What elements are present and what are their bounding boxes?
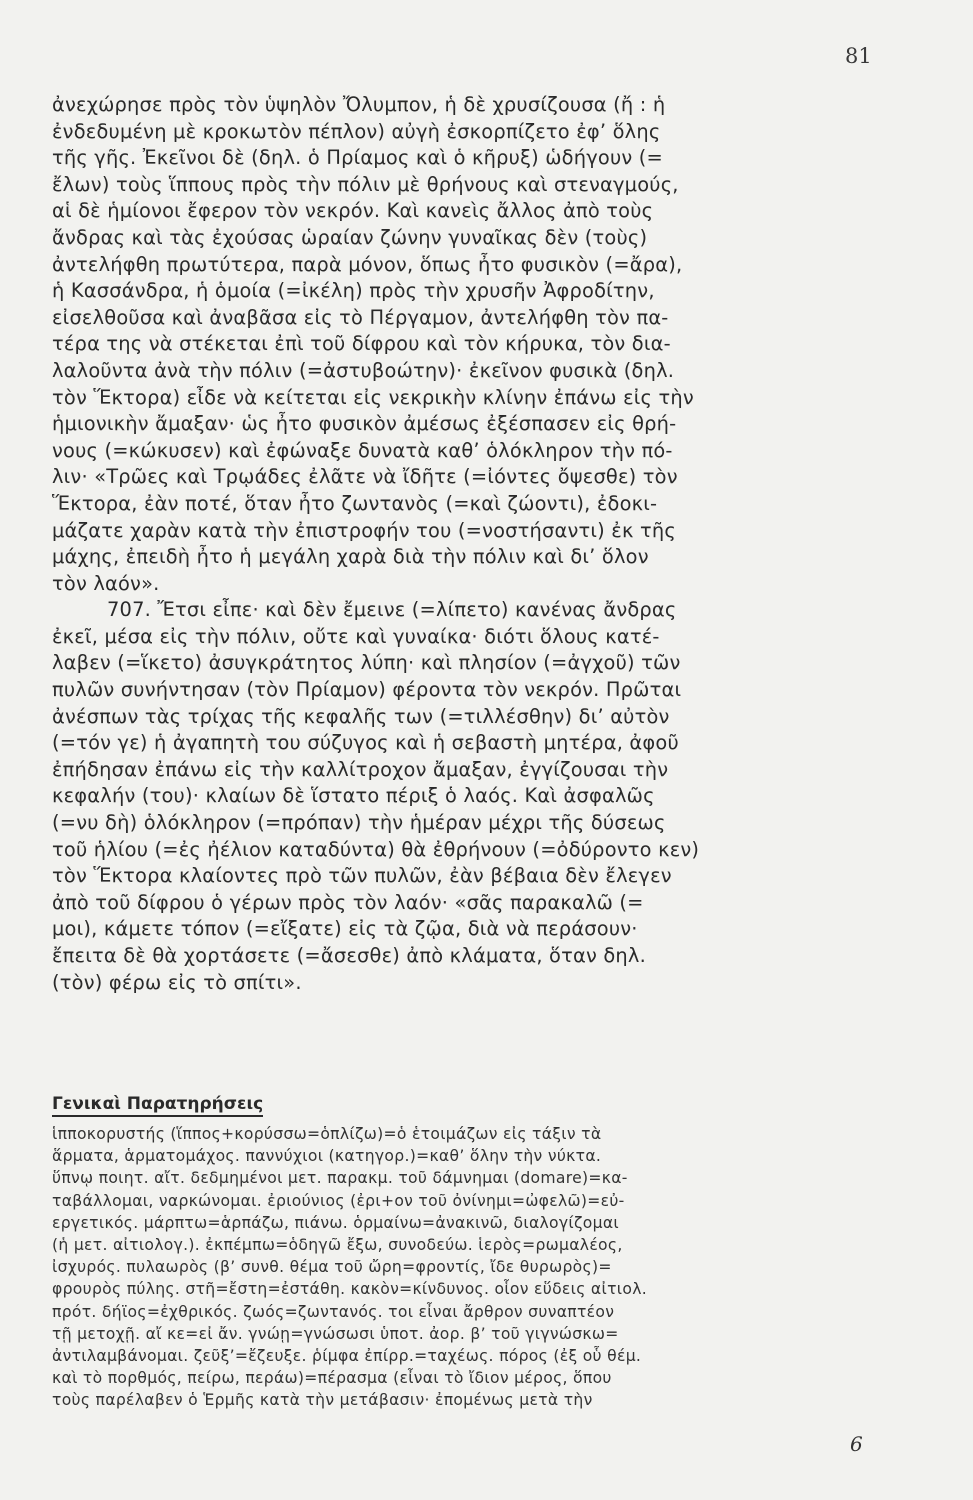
- note-line: (ἡ μετ. αἰτιολογ.). ἐκπέμπω=ὁδηγῶ ἔξω, συνοδεύω. ἱερὸς=ρωμαλέος,: [52, 1236, 623, 1255]
- note-line: ἅρματα, ἁρματομάχος. παννύχιοι (κατηγορ.)=καθ’ ὅλην τὴν νύκτα.: [52, 1147, 602, 1166]
- text-line: ἐπήδησαν ἐπάνω εἰς τὴν καλλίτροχον ἄμαξαν, ἐγγίζουσαι τὴν: [52, 757, 669, 781]
- text-line: ἡμιονικὴν ἄμαξαν· ὡς ἦτο φυσικὸν ἀμέσως ἐξέσπασεν εἰς θρή-: [52, 412, 677, 436]
- note-line: καὶ τὸ πορθμός, πείρω, περάω)=πέρασμα (εἶναι τὸ ἴδιον μέρος, ὅπου: [52, 1369, 612, 1388]
- main-text: [52, 92, 894, 996]
- text-line: ἀπὸ τοῦ δίφρου ὁ γέρων πρὸς τὸν λαόν· «σᾶς παρακαλῶ (=: [52, 890, 644, 914]
- text-line: ἐνδεδυμένη μὲ κροκωτὸν πέπλον) αὐγὴ ἐσκορπίζετο ἐφ’ ὅλης: [52, 119, 661, 143]
- text-line: τοῦ ἡλίου (=ἐς ἠέλιον καταδύντα) θὰ ἐθρήνουν (=ὀδύροντο κεν): [52, 837, 700, 861]
- text-line: τὸν Ἕκτορα κλαίοντες πρὸ τῶν πυλῶν, ἐὰν βέβαια δὲν ἔλεγεν: [52, 864, 672, 888]
- text-line: μάζατε χαρὰν κατὰ τὴν ἐπιστροφήν του (=νοστήσαντι) ἐκ τῆς: [52, 518, 676, 542]
- text-line: νους (=κώκυσεν) καὶ ἐφώναξε δυνατὰ καθ’ ὁλόκληρον τὴν πό-: [52, 438, 673, 462]
- note-line: φρουρὸς πύλης. στῆ=ἔστη=ἐστάθη. κακὸν=κίνδυνος. οἷον εὕδεις αἰτιολ.: [52, 1280, 647, 1299]
- note-line: τοὺς παρέλαβεν ὁ Ἑρμῆς κατὰ τὴν μετάβασιν· ἐπομένως μετὰ τὴν: [52, 1391, 593, 1410]
- text-line: λαβεν (=ἵκετο) ἀσυγκράτητος λύπη· καὶ πλησίον (=ἀγχοῦ) τῶν: [52, 651, 681, 675]
- text-line: (τὸν) φέρω εἰς τὸ σπίτι».: [52, 970, 302, 994]
- text-line: κεφαλήν (του)· κλαίων δὲ ἵστατο πέριξ ὁ λαός. Καὶ ἀσφαλῶς: [52, 784, 655, 808]
- text-line: αἱ δὲ ἡμίονοι ἔφερον τὸν νεκρόν. Καὶ κανεὶς ἄλλος ἀπὸ τοὺς: [52, 199, 654, 223]
- text-line: τὸν Ἕκτορα) εἶδε νὰ κείτεται εἰς νεκρικὴν κλίνην ἐπάνω εἰς τὴν: [52, 385, 694, 409]
- text-line: ἔλων) τοὺς ἵππους πρὸς τὴν πόλιν μὲ θρήνους καὶ στεναγμούς,: [52, 172, 679, 196]
- note-line: τῇ μετοχῇ. αἴ κε=εἰ ἄν. γνώῃ=γνώσωσι ὑποτ. ἀορ. β’ τοῦ γιγνώσκω=: [52, 1324, 619, 1343]
- note-line: πρότ. δήϊος=ἐχθρικός. ζωός=ζωντανός. τοι εἶναι ἄρθρον συναπτέον: [52, 1302, 615, 1321]
- text-line: ἄνδρας καὶ τὰς ἐχούσας ὡραίαν ζώνην γυναῖκας δὲν (τοὺς): [52, 225, 648, 249]
- text-line: ἐκεῖ, μέσα εἰς τὴν πόλιν, οὔτε καὶ γυναίκα· διότι ὅλους κατέ-: [52, 624, 660, 648]
- page-number: 81: [845, 44, 872, 68]
- note-line: εργετικός. μάρπτω=ἁρπάζω, πιάνω. ὁρμαίνω=ἀνακινῶ, διαλογίζομαι: [52, 1213, 620, 1232]
- text-line: λαλοῦντα ἀνὰ τὴν πόλιν (=ἀστυβοώτην)· ἐκεῖνον φυσικὰ (δηλ.: [52, 358, 675, 382]
- note-line: ταβάλλομαι, ναρκώνομαι. ἐριούνιος (ἐρι+ον τοῦ ὀνίνημι=ὠφελῶ)=εὐ-: [52, 1191, 625, 1210]
- note-line: ἀντιλαμβάνομαι. ζεῦξ’=ἔζευξε. ῥίμφα ἐπίρρ.=ταχέως. πόρος (ἐξ οὗ θέμ.: [52, 1347, 642, 1366]
- text-line: (=τόν γε) ἡ ἀγαπητὴ του σύζυγος καὶ ἡ σεβαστὴ μητέρα, ἀφοῦ: [52, 731, 679, 755]
- notes-heading: Γενικαὶ Παρατηρήσεις: [52, 1094, 263, 1117]
- text-line: μάχης, ἐπειδὴ ἦτο ἡ μεγάλη χαρὰ διὰ τὴν πόλιν καὶ δι’ ὅλον: [52, 545, 649, 569]
- text-line: πυλῶν συνήντησαν (τὸν Πρίαμον) φέροντα τὸν νεκρόν. Πρῶται: [52, 678, 682, 702]
- note-line: ἰσχυρός. πυλαωρὸς (β’ συνθ. θέμα τοῦ ὤρη=φροντίς, ἴδε θυρωρὸς)=: [52, 1258, 612, 1277]
- text-line: εἰσελθοῦσα καὶ ἀναβᾶσα εἰς τὸ Πέργαμον, ἀντελήφθη τὸν πα-: [52, 305, 669, 329]
- note-line: ὕπνῳ ποιητ. αἴτ. δεδμημένοι μετ. παρακμ. τοῦ δάμνημαι (domare)=κα-: [52, 1169, 628, 1188]
- text-line: τῆς γῆς. Ἐκεῖνοι δὲ (δηλ. ὁ Πρίαμος καὶ ὁ κῆρυξ) ὡδήγουν (=: [52, 146, 663, 170]
- text-line: Ἕκτορα, ἐὰν ποτέ, ὅταν ἦτο ζωντανὸς (=καὶ ζώοντι), ἐδοκι-: [52, 491, 658, 515]
- notes-section: [52, 1123, 902, 1412]
- text-line: λιν· «Τρῶες καὶ Τρῳάδες ἐλᾶτε νὰ ἴδῆτε (=ἰόντες ὄψεσθε) τὸν: [52, 465, 678, 489]
- text-line: ἀνεχώρησε πρὸς τὸν ὑψηλὸν Ὄλυμπον, ἡ δὲ χρυσίζουσα (ἤ : ἡ: [52, 93, 666, 116]
- text-line: τὸν λαόν».: [52, 571, 160, 595]
- text-line: (=νυ δὴ) ὁλόκληρον (=πρόπαν) τὴν ἡμέραν μέχρι τῆς δύσεως: [52, 811, 666, 835]
- text-line: τέρα της νὰ στέκεται ἐπὶ τοῦ δίφρου καὶ τὸν κήρυκα, τὸν δια-: [52, 332, 671, 356]
- text-line: 707. Ἔτσι εἶπε· καὶ δὲν ἔμεινε (=λίπετο) κανένας ἄνδρας: [107, 598, 677, 622]
- note-line: ἱπποκορυστής (ἵππος+κορύσσω=ὁπλίζω)=ὁ ἑτοιμάζων εἰς τάξιν τὰ: [52, 1125, 602, 1143]
- text-line: ἀνέσπων τὰς τρίχας τῆς κεφαλῆς των (=τιλλέσθην) δι’ αὐτὸν: [52, 704, 670, 728]
- sheet-number: 6: [850, 1432, 863, 1456]
- text-line: ἔπειτα δὲ θὰ χορτάσετε (=ἄσεσθε) ἀπὸ κλάματα, ὅταν δηλ.: [52, 944, 646, 967]
- text-line: ἡ Κασσάνδρα, ἡ ὁμοία (=ἰκέλη) πρὸς τὴν χρυσῆν Ἀφροδίτην,: [52, 279, 655, 303]
- text-line: ἀντελήφθη πρωτύτερα, παρὰ μόνον, ὅπως ἦτο φυσικὸν (=ἄρα),: [52, 252, 683, 276]
- text-line: μοι), κάμετε τόπον (=εἴξατε) εἰς τὰ ζῷα, διὰ νὰ περάσουν·: [52, 917, 638, 941]
